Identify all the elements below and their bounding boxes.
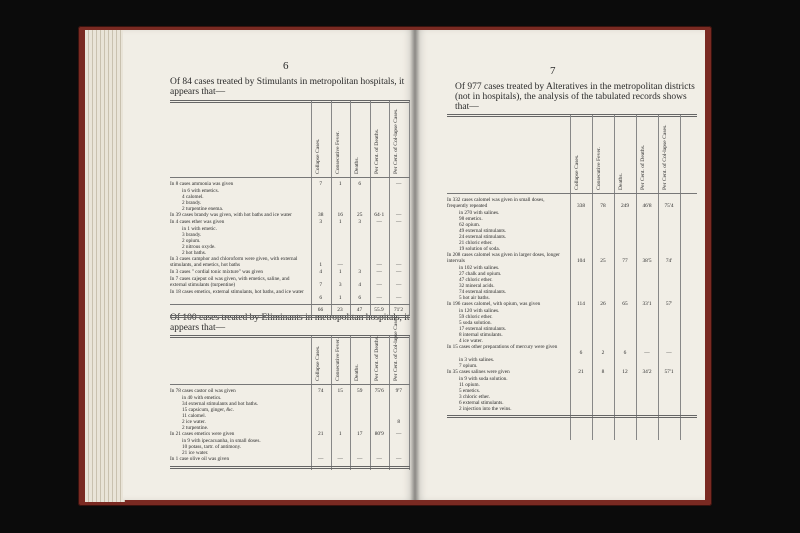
totals-cell: 23 (337, 307, 343, 313)
table-row-label: 62 opium. (459, 222, 481, 228)
table-cell: 4 (319, 269, 323, 275)
column-divider (370, 336, 371, 470)
table-row-label: in 1 with emetic. (182, 226, 217, 232)
table-cell: 6 (623, 350, 627, 356)
table-cell: 114 (577, 301, 585, 307)
table-bottom-rule (170, 466, 410, 469)
table-row-label: 5 hot air baths. (459, 295, 490, 301)
right-page (415, 30, 705, 500)
table-cell: 74 (318, 388, 324, 394)
table-cell: 249 (620, 203, 630, 209)
table-cell: — (376, 269, 382, 275)
table-row-label: In 21 cases emetics were given (170, 431, 235, 437)
table-cell: — (376, 295, 382, 301)
table-cell: 1 (338, 181, 342, 187)
table-bottom-rule (170, 315, 410, 318)
table-row-label: 10 potass, tartr. of antimony. (182, 444, 242, 450)
table-cell: 3 (338, 282, 342, 288)
table-row-label: 21 ice water. (182, 450, 209, 456)
table-cell: 17 (357, 431, 363, 437)
table-row-label: 11 calomel. (182, 413, 207, 419)
table-cell: — (337, 456, 343, 462)
table-cell: 16 (337, 212, 343, 218)
table-cell: — (396, 282, 402, 288)
table-row-label: 17 external stimulants. (459, 326, 507, 332)
table-cell: 25 (357, 212, 363, 218)
column-header: Per Cent. of Deaths. (373, 335, 380, 381)
table-cell: 38 (318, 212, 324, 218)
column-divider (350, 101, 351, 316)
table-row-label: In 196 cases calomel, with opium, was given (447, 301, 541, 307)
table-cell: 59 (357, 388, 363, 394)
table-row-label: In 8 cases ammonia was given (170, 181, 234, 187)
column-divider (636, 115, 637, 440)
table-cell: — (376, 282, 382, 288)
column-header: Per Cent. of Deaths. (640, 144, 646, 190)
table-cell: — (376, 456, 382, 462)
table-row-label: In 1 case olive oil was given (170, 456, 230, 462)
table-row-label: 15 capsicum, ginger, &c. (182, 407, 234, 413)
column-divider (370, 101, 371, 316)
section-heading-alteratives: Of 977 cases treated by Alteratives in the metropolitan districts (not in hospitals), the analysis of the tabulated records shows that— (455, 82, 695, 112)
table-row-label: In 7 cases cajeput oil was given, with emetics, saline, and external stimulants (turpentine) (170, 276, 290, 288)
table-cell: 46'8 (642, 203, 652, 209)
column-divider (311, 101, 312, 316)
table-cell: 338 (576, 203, 586, 209)
column-header: Per Cent. of Deaths. (373, 128, 380, 174)
table-cell: — (396, 219, 402, 225)
totals-cell: 66 (317, 307, 324, 313)
table-cell: — (644, 350, 650, 356)
table-row-label: In 15 cases other preparations of mercury were given (447, 344, 558, 350)
table-cell: 9'7 (395, 388, 402, 394)
table-row-label: 5 soda solution. (459, 320, 492, 326)
table-row-label: in 9 with ipecacuanha, in small doses. (182, 438, 261, 444)
column-header: Collapse Cases. (574, 154, 580, 190)
table-cell: — (396, 262, 402, 268)
table-row-label: In 208 cases calomel was given in larger doses, longer intervals (447, 252, 560, 264)
table-cell: 6 (319, 295, 323, 301)
column-header: Per Cent. of Col-lapse Cases. (393, 108, 399, 174)
table-row-label: In 18 cases emetics, external stimulants, hot baths, and ice water (170, 289, 304, 295)
section-heading-eliminants: Of 100 cases treated by Eliminants in metropolitan hospitals, it appears that— (170, 313, 410, 333)
table-cell: 7 (319, 181, 323, 187)
totals-cell: 47 (356, 307, 363, 313)
table-cell: 21 (318, 431, 324, 437)
column-header: Consecutive Fever. (334, 338, 341, 381)
column-header: Deaths. (618, 173, 624, 190)
column-header: Deaths. (354, 157, 360, 174)
table-row-label: In 39 cases brandy was given, with hot baths and ice water (170, 212, 292, 218)
table-row-label: 2 hot baths. (182, 250, 207, 256)
table-row-label: 32 mineral acids. (459, 283, 495, 289)
table-row-label: In 3 cases " cordial tonic mixture" was given (170, 269, 263, 275)
table-cell: 6 (579, 350, 583, 356)
column-header: Per Cent. of Col-lapse Cases. (393, 315, 399, 381)
totals-cell: 55.9 (374, 307, 384, 313)
table-cell: 7 (319, 282, 323, 288)
table-cell: 75'6 (374, 388, 384, 394)
table-row-label: 4 ice water. (459, 338, 483, 344)
table-row-label: in 40 with emetics. (182, 395, 222, 401)
table-row-label: In 332 cases calomel was given in small doses, frequently repeated (447, 197, 545, 209)
table-row-label: 2 ice water. (182, 419, 206, 425)
table-row-label: 4 calomel. (182, 194, 204, 200)
table-row-label: 5 emetics. (459, 388, 481, 394)
table-cell: 64·1 (374, 212, 385, 218)
table-cell: 4 (358, 282, 362, 288)
table-cell: — (396, 456, 402, 462)
table-cell: 12 (622, 369, 628, 375)
table-cell: 25 (600, 258, 606, 264)
table-cell: — (396, 181, 402, 187)
table-row-label: In 3 cases camphor and chloroform were given, with external stimulants, and emetics, hot baths (170, 256, 298, 268)
table-cell: 1 (338, 219, 342, 225)
table-row-label: In 78 cases castor oil was given (170, 388, 236, 394)
table-cell: 2 (601, 350, 605, 356)
table-row-label: 19 solution of soda. (459, 246, 500, 252)
column-divider (350, 336, 351, 470)
table-row-label: in 3 with salines. (459, 357, 495, 363)
table-row-label: 27 chalk and opium. (459, 271, 502, 277)
table-row-label: 3 brandy. (182, 232, 202, 238)
table-row-label: in 9 with soda solution. (459, 376, 508, 382)
table-row-label: 2 turpentine enema. (182, 206, 224, 212)
table-bottom-rule (447, 415, 697, 418)
page-stack-edge (85, 30, 125, 502)
table-cell: — (337, 262, 343, 268)
table-row-label: 74 external stimulants. (459, 289, 507, 295)
column-divider (389, 336, 390, 470)
table-row-label: 6 external stimulants. (459, 400, 504, 406)
table-row-label: in 270 with salines. (459, 210, 500, 216)
table-cell: — (376, 219, 382, 225)
table-row-label: 8 internal stimulants. (459, 332, 503, 338)
column-header: Per Cent. of Col-lapse Cases. (662, 124, 668, 190)
table-row-label: 49 external stimulants. (459, 228, 507, 234)
table-row-label: 2 injection into the veins. (459, 406, 512, 412)
table-cell: 1 (338, 295, 342, 301)
table-row-label: 11 opium. (459, 382, 480, 388)
table-top-rule (170, 100, 410, 103)
table-cell: 3 (358, 269, 362, 275)
table-row-label: in 120 with salines. (459, 308, 500, 314)
table-cell: — (396, 269, 402, 275)
column-header: Collapse Cases. (315, 345, 321, 381)
table-cell: 26 (600, 301, 606, 307)
column-divider (680, 115, 681, 440)
table-cell: 6 (358, 295, 362, 301)
header-rule (447, 193, 697, 194)
table-cell: 57' (665, 301, 673, 307)
table-cell: 77 (622, 258, 628, 264)
column-header: Collapse Cases. (315, 138, 321, 174)
table-row-label: In 35 cases salines were given (447, 369, 510, 375)
table-cell: 8 (397, 419, 401, 425)
column-divider (331, 336, 332, 470)
column-divider (592, 115, 593, 440)
table-cell: — (396, 295, 402, 301)
table-cell: 21 (578, 369, 584, 375)
table-cell: — (318, 456, 324, 462)
table-cell: 33'1 (642, 301, 652, 307)
table-row-label: in 6 with emetics. (182, 188, 219, 194)
table-cell: 3 (358, 219, 362, 225)
table-row-label: 24 external stimulants. (459, 234, 507, 240)
table-row-label: 59 chloric ether. (459, 314, 493, 320)
table-top-rule (447, 114, 697, 117)
table-row-label: in 102 with salines. (459, 265, 500, 271)
table-row-label: 2 nitrous oxyde. (182, 244, 216, 250)
column-divider (570, 115, 571, 440)
table-cell: 1 (338, 269, 342, 275)
page-number: 6 (283, 60, 289, 72)
table-row-label: 2 brandy. (182, 200, 202, 206)
book-gutter (410, 30, 420, 500)
column-divider (389, 101, 390, 316)
table-cell: 75'4 (664, 203, 674, 209)
table-cell: 3 (319, 219, 323, 225)
table-cell: 1 (338, 431, 342, 437)
column-divider (658, 115, 659, 440)
left-page (123, 30, 415, 500)
table-cell: — (666, 350, 672, 356)
totals-cell: 71'2 (393, 307, 404, 313)
section-heading-stimulants: Of 84 cases treated by Stimulants in metropolitan hospitals, it appears that— (170, 77, 405, 97)
table-row-label: 2 opium. (182, 238, 201, 244)
table-row-label: In 4 cases ether was given (170, 219, 225, 225)
totals-rule (170, 304, 410, 305)
header-rule (170, 177, 410, 178)
table-cell: — (396, 212, 402, 218)
table-cell: 34'2 (642, 369, 652, 375)
table-cell: 80'9 (374, 431, 384, 437)
column-header: Consecutive Fever. (596, 147, 602, 190)
table-row-label: 3 chloric ether. (459, 394, 490, 400)
table-cell: 104 (576, 258, 586, 264)
table-cell: — (376, 262, 382, 268)
table-row-label: 34 external stimulants and hot baths. (182, 401, 259, 407)
table-cell: 8 (601, 369, 605, 375)
table-cell: 78 (600, 203, 606, 209)
table-row-label: 21 chloric ether. (459, 240, 493, 246)
table-row-label: 98 emetics. (459, 216, 483, 222)
column-divider (331, 101, 332, 316)
table-row-label: 47 chloric ether. (459, 277, 493, 283)
column-divider (614, 115, 615, 440)
table-cell: 65 (622, 301, 628, 307)
table-row-label: 2 turpentine. (182, 425, 209, 431)
column-header: Consecutive Fever. (334, 131, 341, 174)
column-divider (311, 336, 312, 470)
table-cell: 1 (319, 262, 323, 268)
table-row-label: 7 opium. (459, 363, 478, 369)
page-number: 7 (550, 65, 556, 77)
header-rule (170, 384, 410, 385)
table-cell: 57'1 (664, 369, 674, 375)
table-cell: 74' (665, 258, 673, 264)
table-cell: 38'5 (642, 258, 652, 264)
table-cell: — (396, 431, 402, 437)
column-header: Deaths. (354, 364, 360, 381)
table-cell: 15 (337, 388, 343, 394)
table-cell: — (357, 456, 363, 462)
table-cell: 6 (358, 181, 362, 187)
